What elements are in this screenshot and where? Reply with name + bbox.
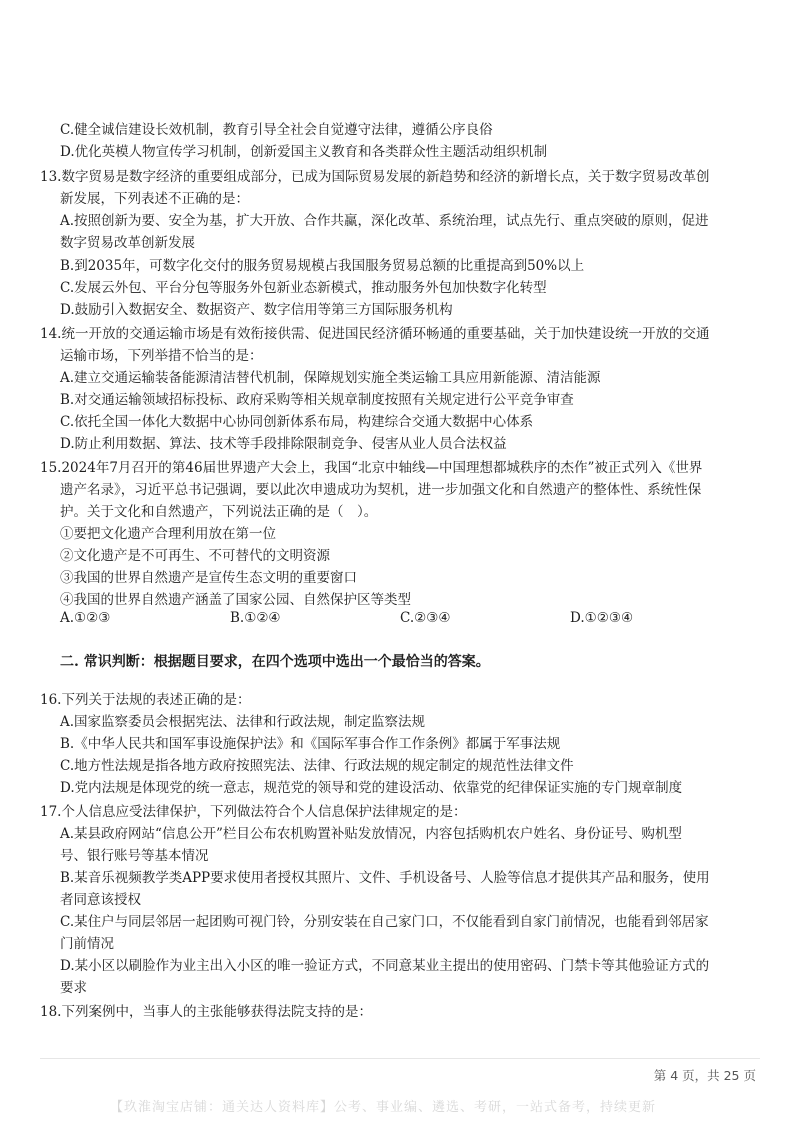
q14-option-b: B.对交通运输领域招标投标、政府采购等相关规章制度按照有关规定进行公平竞争审查 [60,392,574,408]
q17-option-a-line1: A.某县政府网站“信息公开”栏目公布农机购置补贴发放情况，内容包括购机农户姓名、身份证号、购机型 [60,826,682,842]
q15-item-1: ①要把文化遗产合理利用放在第一位 [60,526,276,542]
section-2-heading: 二. 常识判断：根据题目要求，在四个选项中选出一个最恰当的答案。 [60,654,490,670]
q13-stem-line2: 新发展，下列表述不正确的是： [60,191,249,207]
q17-option-b-line2: 者同意该授权 [60,892,141,908]
q15-item-2: ②文化遗产是不可再生、不可替代的文明资源 [60,548,330,564]
q13-option-d: D.鼓励引入数据安全、数据资产、数字信用等第三方国际服务机构 [60,302,453,318]
q16-option-a: A.国家监察委员会根据宪法、法律和行政法规，制定监察法规 [60,714,426,730]
q14-option-a: A.建立交通运输装备能源清洁替代机制，保障规划实施全类运输工具应用新能源、清洁能源 [60,370,601,386]
q17-option-d-line2: 要求 [60,980,87,996]
q14-stem-line2: 运输市场，下列举措不恰当的是： [60,348,263,364]
q15-item-4: ④我国的世界自然遗产涵盖了国家公园、自然保护区等类型 [60,592,411,608]
q17-option-c-line2: 门前情况 [60,936,114,952]
q17-option-b-line1: B.某音乐视频教学类APP要求使用者授权其照片、文件、手机设备号、人脸等信息才提供其产品和服务，使用 [60,870,710,886]
q14-stem-line1: 14.统一开放的交通运输市场是有效衔接供需、促进国民经济循环畅通的重要基础，关于加快建设统一开放的交通 [40,326,710,342]
q12-option-c: C.健全诚信建设长效机制，教育引导全社会自觉遵守法律，遵循公序良俗 [60,122,493,138]
watermark: 【玖淮淘宝店铺：通关达人资料库】公考、事业编、遴选、考研，一站式备考，持续更新 [110,1100,657,1115]
q15-stem-line2: 遗产名录》，习近平总书记强调，要以此次申遗成功为契机，进一步加强文化和自然遗产的整体性、系统性保 [60,482,702,498]
footer-divider [40,1058,760,1059]
page-number: 第 4 页，共 25 页 [653,1068,756,1083]
q17-option-a-line2: 号、银行账号等基本情况 [60,848,209,864]
q15-choice-d: D.①②③④ [570,610,634,626]
q14-option-c: C.依托全国一体化大数据中心协同创新体系布局，构建综合交通大数据中心体系 [60,414,534,430]
q15-item-3: ③我国的世界自然遗产是宣传生态文明的重要窗口 [60,570,357,586]
q16-stem: 16.下列关于法规的表述正确的是： [40,692,251,708]
q14-option-d: D.防止利用数据、算法、技术等手段排除限制竞争、侵害从业人员合法权益 [60,436,507,452]
q17-option-d-line1: D.某小区以刷脸作为业主出入小区的唯一验证方式，不同意某业主提出的使用密码、门禁卡等其他验证方式的 [60,958,710,974]
q15-choice-a: A.①②③ [60,610,111,626]
q16-option-c: C.地方性法规是指各地方政府按照宪法、法律、行政法规的规定制定的规范性法律文件 [60,758,574,774]
q13-option-a-line2: 数字贸易改革创新发展 [60,235,195,251]
q17-stem: 17.个人信息应受法律保护，下列做法符合个人信息保护法律规定的是： [40,804,467,820]
q16-option-b: B.《中华人民共和国军事设施保护法》和《国际军事合作工作条例》都属于军事法规 [60,736,561,752]
q15-stem-line3: 护。关于文化和自然遗产，下列说法正确的是（ ）。 [60,504,378,520]
q13-option-b: B.到2035年，可数字化交付的服务贸易规模占我国服务贸易总额的比重提高到50%以上 [60,258,585,274]
q15-choices [0,608,800,628]
q13-option-a-line1: A.按照创新为要、安全为基，扩大开放、合作共赢，深化改革、系统治理，试点先行、重点突破的原则，促进 [60,213,709,229]
q12-option-d: D.优化英模人物宣传学习机制，创新爱国主义教育和各类群众性主题活动组织机制 [60,144,548,160]
q18-stem: 18.下列案例中，当事人的主张能够获得法院支持的是： [40,1004,372,1020]
q15-choice-c: C.②③④ [400,610,451,626]
q13-stem-line1: 13.数字贸易是数字经济的重要组成部分，已成为国际贸易发展的新趋势和经济的新增长点，关于数字贸易改革创 [40,169,710,185]
q17-option-c-line1: C.某住户与同层邻居一起团购可视门铃，分别安装在自己家门口，不仅能看到自家门前情况，也能看到邻居家 [60,914,709,930]
q15-choice-b: B.①②④ [230,610,281,626]
q16-option-d: D.党内法规是体现党的统一意志，规范党的领导和党的建设活动、依靠党的纪律保证实施的专门规章制度 [60,780,683,796]
q15-stem-line1: 15.2024年7月召开的第46届世界遗产大会上，我国“北京中轴线—中国理想都城秩序的杰作”被正式列入《世界 [40,460,703,476]
q13-option-c: C.发展云外包、平台分包等服务外包新业态新模式，推动服务外包加快数字化转型 [60,280,547,296]
